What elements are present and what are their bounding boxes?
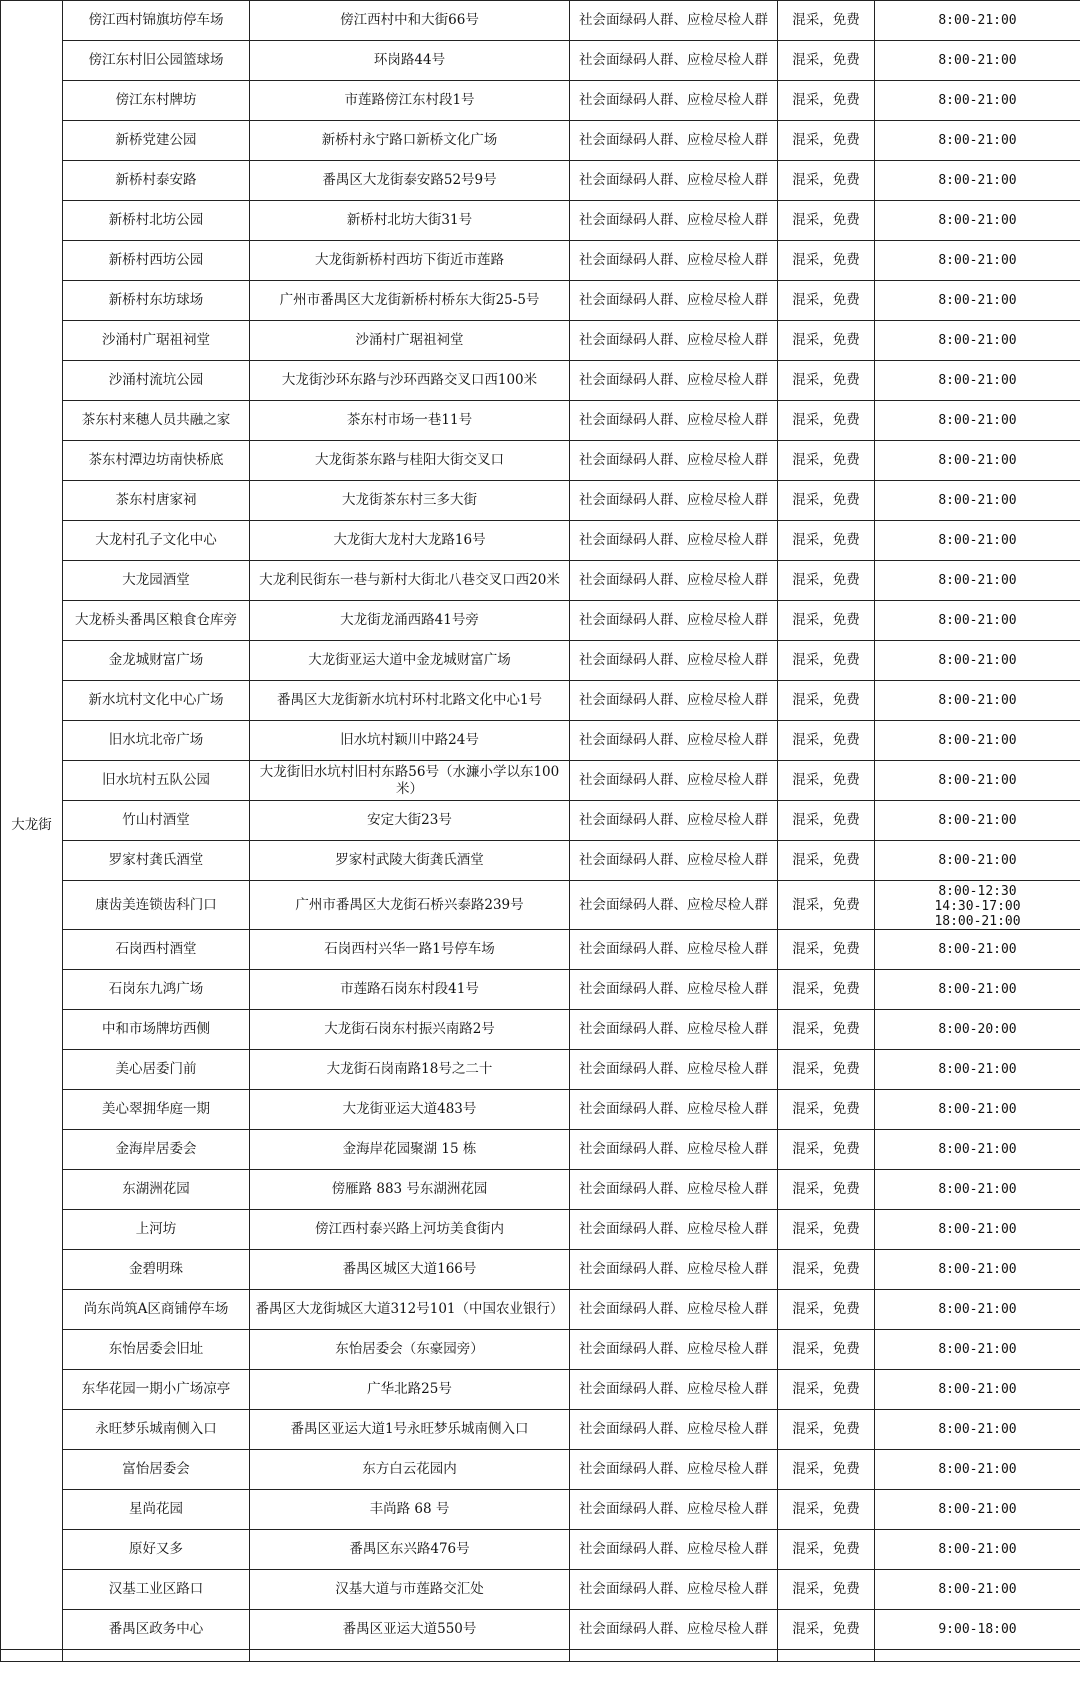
service-hours-cell <box>875 1370 1080 1410</box>
site-name-cell: 新桥党建公园 <box>63 121 250 161</box>
service-hours-cell <box>875 841 1080 881</box>
site-address-cell: 番禺区亚运大道550号 <box>250 1610 570 1650</box>
table-row <box>1 970 1080 1010</box>
service-hours-line: 8:00-21:00 <box>938 13 1017 28</box>
service-hours-line: 18:00-21:00 <box>934 914 1021 929</box>
table-row <box>1 1370 1080 1410</box>
service-hours-cell <box>875 521 1080 561</box>
service-hours-cell <box>875 241 1080 281</box>
target-group-cell: 社会面绿码人群、应检尽检人群 <box>570 801 778 841</box>
table-row <box>1 1290 1080 1330</box>
sampling-method-cell: 混采，免费 <box>778 1410 875 1450</box>
service-hours-cell <box>875 970 1080 1010</box>
service-hours-line: 8:00-21:00 <box>938 573 1017 588</box>
site-name-cell: 东湖洲花园 <box>63 1170 250 1210</box>
service-hours-cell <box>875 930 1080 970</box>
target-group-cell: 社会面绿码人群、应检尽检人群 <box>570 1530 778 1570</box>
service-hours-line: 8:00-21:00 <box>938 1342 1017 1357</box>
service-hours-line: 8:00-21:00 <box>938 1422 1017 1437</box>
site-address-cell: 番禺区大龙街城区大道312号101（中国农业银行） <box>250 1290 570 1330</box>
sampling-method-cell: 混采，免费 <box>778 441 875 481</box>
site-name-cell: 茶东村唐家祠 <box>63 481 250 521</box>
site-name-cell: 傍江东村旧公园篮球场 <box>63 41 250 81</box>
service-hours-cell <box>875 281 1080 321</box>
site-name-cell: 金龙城财富广场 <box>63 641 250 681</box>
table-row <box>1 161 1080 201</box>
site-name-cell: 沙涌村广琚祖祠堂 <box>63 321 250 361</box>
site-address-cell: 市莲路傍江东村段1号 <box>250 81 570 121</box>
site-address-cell: 大龙街茶东村三多大街 <box>250 481 570 521</box>
site-name-cell: 星尚花园 <box>63 1490 250 1530</box>
site-name-cell: 金碧明珠 <box>63 1250 250 1290</box>
sampling-method-cell: 混采，免费 <box>778 641 875 681</box>
target-group-cell: 社会面绿码人群、应检尽检人群 <box>570 1330 778 1370</box>
service-hours-cell <box>875 601 1080 641</box>
service-hours-line: 8:00-21:00 <box>938 773 1017 788</box>
sampling-method-cell: 混采，免费 <box>778 201 875 241</box>
target-group-cell: 社会面绿码人群、应检尽检人群 <box>570 321 778 361</box>
site-address-cell: 环岗路44号 <box>250 41 570 81</box>
service-hours-line: 8:00-21:00 <box>938 1062 1017 1077</box>
service-hours-cell <box>875 1570 1080 1610</box>
target-group-cell: 社会面绿码人群、应检尽检人群 <box>570 601 778 641</box>
sampling-method-cell: 混采，免费 <box>778 930 875 970</box>
site-name-cell: 傍江西村锦旗坊停车场 <box>63 1 250 41</box>
site-address-cell: 广华北路25号 <box>250 1370 570 1410</box>
site-address-cell: 番禺区大龙街泰安路52号9号 <box>250 161 570 201</box>
sampling-method-cell: 混采，免费 <box>778 761 875 801</box>
sampling-method-cell: 混采，免费 <box>778 521 875 561</box>
sampling-method-cell: 混采，免费 <box>778 161 875 201</box>
site-address-cell: 旧水坑村颖川中路24号 <box>250 721 570 761</box>
service-hours-cell <box>875 1410 1080 1450</box>
service-hours-line: 8:00-21:00 <box>938 1302 1017 1317</box>
table-row <box>1 321 1080 361</box>
site-name-cell: 石岗东九鸿广场 <box>63 970 250 1010</box>
site-name-cell: 新桥村泰安路 <box>63 161 250 201</box>
table-row <box>1 121 1080 161</box>
table-row <box>1 1130 1080 1170</box>
site-name-cell: 东华花园一期小广场凉亭 <box>63 1370 250 1410</box>
table-row <box>1 1570 1080 1610</box>
table-row <box>1 1410 1080 1450</box>
sampling-method-cell: 混采，免费 <box>778 481 875 521</box>
table-row <box>1 441 1080 481</box>
site-address-cell: 傍雁路 883 号东湖洲花园 <box>250 1170 570 1210</box>
target-group-cell: 社会面绿码人群、应检尽检人群 <box>570 721 778 761</box>
table-row <box>1 1530 1080 1570</box>
site-address-cell: 东方白云花园内 <box>250 1450 570 1490</box>
service-hours-cell <box>875 761 1080 801</box>
site-name-cell: 竹山村酒堂 <box>63 801 250 841</box>
site-address-cell: 茶东村市场一巷11号 <box>250 401 570 441</box>
service-hours-cell <box>875 1170 1080 1210</box>
target-group-cell: 社会面绿码人群、应检尽检人群 <box>570 561 778 601</box>
target-group-cell: 社会面绿码人群、应检尽检人群 <box>570 201 778 241</box>
site-name-cell: 沙涌村流坑公园 <box>63 361 250 401</box>
service-hours-line: 8:00-21:00 <box>938 453 1017 468</box>
target-group-cell: 社会面绿码人群、应检尽检人群 <box>570 1370 778 1410</box>
table-row-cutoff <box>1 1650 1080 1662</box>
service-hours-line: 8:00-12:30 <box>938 884 1017 899</box>
target-group-cell: 社会面绿码人群、应检尽检人群 <box>570 81 778 121</box>
empty-cell <box>875 1650 1080 1662</box>
service-hours-line: 8:00-21:00 <box>938 982 1017 997</box>
table-row <box>1 641 1080 681</box>
target-group-cell: 社会面绿码人群、应检尽检人群 <box>570 970 778 1010</box>
site-address-cell: 大龙街亚运大道中金龙城财富广场 <box>250 641 570 681</box>
site-address-cell: 大龙街沙环东路与沙环西路交叉口西100米 <box>250 361 570 401</box>
service-hours-line: 8:00-21:00 <box>938 1382 1017 1397</box>
target-group-cell: 社会面绿码人群、应检尽检人群 <box>570 1 778 41</box>
site-name-cell: 东怡居委会旧址 <box>63 1330 250 1370</box>
service-hours-line: 8:00-21:00 <box>938 693 1017 708</box>
site-address-cell: 番禺区东兴路476号 <box>250 1530 570 1570</box>
target-group-cell: 社会面绿码人群、应检尽检人群 <box>570 361 778 401</box>
service-hours-cell <box>875 721 1080 761</box>
target-group-cell: 社会面绿码人群、应检尽检人群 <box>570 1610 778 1650</box>
target-group-cell: 社会面绿码人群、应检尽检人群 <box>570 1010 778 1050</box>
service-hours-line: 8:00-21:00 <box>938 133 1017 148</box>
table-row <box>1 681 1080 721</box>
site-address-cell: 沙涌村广琚祖祠堂 <box>250 321 570 361</box>
table-row <box>1 721 1080 761</box>
sampling-method-cell: 混采，免费 <box>778 1570 875 1610</box>
sampling-method-cell: 混采，免费 <box>778 1170 875 1210</box>
service-hours-line: 8:00-21:00 <box>938 1462 1017 1477</box>
service-hours-line: 8:00-21:00 <box>938 293 1017 308</box>
service-hours-cell <box>875 1530 1080 1570</box>
site-name-cell: 茶东村潭边坊南快桥底 <box>63 441 250 481</box>
district-cell: 大龙街 <box>1 1 63 1650</box>
site-address-cell: 市莲路石岗东村段41号 <box>250 970 570 1010</box>
site-name-cell: 富怡居委会 <box>63 1450 250 1490</box>
service-hours-line: 8:00-20:00 <box>938 1022 1017 1037</box>
service-hours-cell <box>875 561 1080 601</box>
table-row <box>1 1330 1080 1370</box>
empty-cell <box>63 1650 250 1662</box>
service-hours-line: 8:00-21:00 <box>938 173 1017 188</box>
site-name-cell: 金海岸居委会 <box>63 1130 250 1170</box>
site-name-cell: 新桥村东坊球场 <box>63 281 250 321</box>
table-row <box>1 1210 1080 1250</box>
service-hours-cell <box>875 161 1080 201</box>
site-address-cell: 傍江西村中和大街66号 <box>250 1 570 41</box>
sampling-method-cell: 混采，免费 <box>778 1 875 41</box>
site-address-cell: 大龙街石岗东村振兴南路2号 <box>250 1010 570 1050</box>
service-hours-cell <box>875 641 1080 681</box>
service-hours-line: 14:30-17:00 <box>934 899 1021 914</box>
table-row <box>1 761 1080 801</box>
service-hours-cell <box>875 1130 1080 1170</box>
target-group-cell: 社会面绿码人群、应检尽检人群 <box>570 881 778 930</box>
target-group-cell: 社会面绿码人群、应检尽检人群 <box>570 241 778 281</box>
target-group-cell: 社会面绿码人群、应检尽检人群 <box>570 121 778 161</box>
table-row <box>1 241 1080 281</box>
sampling-method-cell: 混采，免费 <box>778 1530 875 1570</box>
site-name-cell: 尚东尚筑A区商铺停车场 <box>63 1290 250 1330</box>
empty-cell <box>250 1650 570 1662</box>
service-hours-cell <box>875 201 1080 241</box>
service-hours-cell <box>875 1330 1080 1370</box>
table-row <box>1 1 1080 41</box>
service-hours-cell <box>875 1490 1080 1530</box>
sampling-method-cell: 混采，免费 <box>778 281 875 321</box>
sampling-method-cell: 混采，免费 <box>778 401 875 441</box>
service-hours-cell <box>875 1210 1080 1250</box>
site-address-cell: 大龙街大龙村大龙路16号 <box>250 521 570 561</box>
table-row <box>1 401 1080 441</box>
table-row <box>1 930 1080 970</box>
empty-cell <box>570 1650 778 1662</box>
site-address-cell: 安定大街23号 <box>250 801 570 841</box>
table-row <box>1 1050 1080 1090</box>
sampling-method-cell: 混采，免费 <box>778 361 875 401</box>
service-hours-cell <box>875 1010 1080 1050</box>
site-address-cell: 大龙街亚运大道483号 <box>250 1090 570 1130</box>
service-hours-line: 8:00-21:00 <box>938 942 1017 957</box>
table-row <box>1 201 1080 241</box>
target-group-cell: 社会面绿码人群、应检尽检人群 <box>570 401 778 441</box>
table-row <box>1 521 1080 561</box>
service-hours-line: 8:00-21:00 <box>938 213 1017 228</box>
site-name-cell: 傍江东村牌坊 <box>63 81 250 121</box>
site-address-cell: 大龙街龙涌西路41号旁 <box>250 601 570 641</box>
service-hours-cell <box>875 81 1080 121</box>
sampling-method-cell: 混采，免费 <box>778 1330 875 1370</box>
table-row <box>1 1490 1080 1530</box>
table-row <box>1 281 1080 321</box>
service-hours-line: 8:00-21:00 <box>938 413 1017 428</box>
site-name-cell: 上河坊 <box>63 1210 250 1250</box>
sampling-method-cell: 混采，免费 <box>778 841 875 881</box>
site-name-cell: 番禺区政务中心 <box>63 1610 250 1650</box>
service-hours-cell <box>875 481 1080 521</box>
service-hours-cell <box>875 1090 1080 1130</box>
sampling-method-cell: 混采，免费 <box>778 41 875 81</box>
target-group-cell: 社会面绿码人群、应检尽检人群 <box>570 1490 778 1530</box>
table-row <box>1 801 1080 841</box>
sampling-method-cell: 混采，免费 <box>778 1250 875 1290</box>
service-hours-line: 8:00-21:00 <box>938 813 1017 828</box>
table-row <box>1 1170 1080 1210</box>
service-hours-line: 8:00-21:00 <box>938 93 1017 108</box>
table-row <box>1 881 1080 930</box>
target-group-cell: 社会面绿码人群、应检尽检人群 <box>570 681 778 721</box>
target-group-cell: 社会面绿码人群、应检尽检人群 <box>570 841 778 881</box>
target-group-cell: 社会面绿码人群、应检尽检人群 <box>570 41 778 81</box>
site-address-cell: 新桥村北坊大街31号 <box>250 201 570 241</box>
service-hours-line: 8:00-21:00 <box>938 733 1017 748</box>
sampling-method-cell: 混采，免费 <box>778 681 875 721</box>
table-row <box>1 601 1080 641</box>
service-hours-line: 8:00-21:00 <box>938 373 1017 388</box>
target-group-cell: 社会面绿码人群、应检尽检人群 <box>570 521 778 561</box>
site-address-cell: 番禺区亚运大道1号永旺梦乐城南侧入口 <box>250 1410 570 1450</box>
service-hours-line: 8:00-21:00 <box>938 1222 1017 1237</box>
sampling-method-cell: 混采，免费 <box>778 1610 875 1650</box>
service-hours-cell <box>875 41 1080 81</box>
sampling-method-cell: 混采，免费 <box>778 721 875 761</box>
service-hours-cell <box>875 401 1080 441</box>
target-group-cell: 社会面绿码人群、应检尽检人群 <box>570 1050 778 1090</box>
sampling-method-cell: 混采，免费 <box>778 1370 875 1410</box>
service-hours-cell <box>875 1610 1080 1650</box>
sampling-method-cell: 混采，免费 <box>778 1130 875 1170</box>
service-hours-line: 8:00-21:00 <box>938 1262 1017 1277</box>
service-hours-cell <box>875 801 1080 841</box>
service-hours-cell <box>875 1 1080 41</box>
target-group-cell: 社会面绿码人群、应检尽检人群 <box>570 930 778 970</box>
target-group-cell: 社会面绿码人群、应检尽检人群 <box>570 441 778 481</box>
site-address-cell: 大龙街新桥村西坊下街近市莲路 <box>250 241 570 281</box>
site-address-cell: 大龙街茶东路与桂阳大街交叉口 <box>250 441 570 481</box>
service-hours-line: 8:00-21:00 <box>938 333 1017 348</box>
target-group-cell: 社会面绿码人群、应检尽检人群 <box>570 1170 778 1210</box>
sampling-method-cell: 混采，免费 <box>778 601 875 641</box>
sampling-method-cell: 混采，免费 <box>778 1090 875 1130</box>
target-group-cell: 社会面绿码人群、应检尽检人群 <box>570 1410 778 1450</box>
site-address-cell: 石岗西村兴华一路1号停车场 <box>250 930 570 970</box>
site-name-cell: 康齿美连锁齿科门口 <box>63 881 250 930</box>
site-address-cell: 番禺区大龙街新水坑村环村北路文化中心1号 <box>250 681 570 721</box>
site-address-cell: 丰尚路 68 号 <box>250 1490 570 1530</box>
service-hours-line: 8:00-21:00 <box>938 613 1017 628</box>
site-name-cell: 中和市场牌坊西侧 <box>63 1010 250 1050</box>
site-name-cell: 大龙园酒堂 <box>63 561 250 601</box>
service-hours-line: 8:00-21:00 <box>938 1102 1017 1117</box>
site-name-cell: 新桥村北坊公园 <box>63 201 250 241</box>
sampling-method-cell: 混采，免费 <box>778 1450 875 1490</box>
service-hours-cell <box>875 1290 1080 1330</box>
service-hours-cell <box>875 441 1080 481</box>
site-address-cell: 大龙街旧水坑村旧村东路56号（水濂小学以东100米） <box>250 761 570 801</box>
table-row <box>1 1610 1080 1650</box>
service-hours-line: 9:00-18:00 <box>938 1622 1017 1637</box>
service-hours-line: 8:00-21:00 <box>938 1182 1017 1197</box>
target-group-cell: 社会面绿码人群、应检尽检人群 <box>570 1290 778 1330</box>
site-address-cell: 傍江西村泰兴路上河坊美食街内 <box>250 1210 570 1250</box>
service-hours-cell <box>875 1050 1080 1090</box>
sampling-method-cell: 混采，免费 <box>778 1010 875 1050</box>
service-hours-cell <box>875 321 1080 361</box>
service-hours-line: 8:00-21:00 <box>938 1142 1017 1157</box>
sampling-method-cell: 混采，免费 <box>778 1210 875 1250</box>
sampling-method-cell: 混采，免费 <box>778 881 875 930</box>
sampling-method-cell: 混采，免费 <box>778 970 875 1010</box>
target-group-cell: 社会面绿码人群、应检尽检人群 <box>570 1130 778 1170</box>
target-group-cell: 社会面绿码人群、应检尽检人群 <box>570 1250 778 1290</box>
target-group-cell: 社会面绿码人群、应检尽检人群 <box>570 761 778 801</box>
site-address-cell: 广州市番禺区大龙街新桥村桥东大街25-5号 <box>250 281 570 321</box>
sampling-method-cell: 混采，免费 <box>778 81 875 121</box>
site-address-cell: 新桥村永宁路口新桥文化广场 <box>250 121 570 161</box>
site-name-cell: 新桥村西坊公园 <box>63 241 250 281</box>
empty-cell <box>1 1650 63 1662</box>
site-name-cell: 罗家村龚氏酒堂 <box>63 841 250 881</box>
sampling-method-cell: 混采，免费 <box>778 1290 875 1330</box>
site-address-cell: 罗家村武陵大街龚氏酒堂 <box>250 841 570 881</box>
service-hours-line: 8:00-21:00 <box>938 493 1017 508</box>
site-name-cell: 大龙村孔子文化中心 <box>63 521 250 561</box>
site-address-cell: 东怡居委会（东豪园旁） <box>250 1330 570 1370</box>
site-address-cell: 大龙街石岗南路18号之二十 <box>250 1050 570 1090</box>
service-hours-line: 8:00-21:00 <box>938 853 1017 868</box>
target-group-cell: 社会面绿码人群、应检尽检人群 <box>570 161 778 201</box>
service-hours-cell <box>875 1450 1080 1490</box>
site-name-cell: 石岗西村酒堂 <box>63 930 250 970</box>
target-group-cell: 社会面绿码人群、应检尽检人群 <box>570 1570 778 1610</box>
table-row <box>1 1090 1080 1130</box>
empty-cell <box>778 1650 875 1662</box>
site-name-cell: 茶东村来穗人员共融之家 <box>63 401 250 441</box>
service-hours-line: 8:00-21:00 <box>938 1582 1017 1597</box>
service-hours-cell <box>875 1250 1080 1290</box>
target-group-cell: 社会面绿码人群、应检尽检人群 <box>570 1090 778 1130</box>
table-row <box>1 841 1080 881</box>
site-name-cell: 永旺梦乐城南侧入口 <box>63 1410 250 1450</box>
table-body <box>1 1 1080 1662</box>
site-name-cell: 旧水坑北帝广场 <box>63 721 250 761</box>
service-hours-line: 8:00-21:00 <box>938 653 1017 668</box>
table-row <box>1 481 1080 521</box>
table-row <box>1 361 1080 401</box>
service-hours-line: 8:00-21:00 <box>938 533 1017 548</box>
service-hours-line: 8:00-21:00 <box>938 1542 1017 1557</box>
site-address-cell: 汉基大道与市莲路交汇处 <box>250 1570 570 1610</box>
site-name-cell: 美心居委门前 <box>63 1050 250 1090</box>
service-hours-cell <box>875 881 1080 930</box>
table-row <box>1 1250 1080 1290</box>
sampling-method-cell: 混采，免费 <box>778 321 875 361</box>
site-address-cell: 金海岸花园聚湖 15 栋 <box>250 1130 570 1170</box>
target-group-cell: 社会面绿码人群、应检尽检人群 <box>570 641 778 681</box>
site-name-cell: 新水坑村文化中心广场 <box>63 681 250 721</box>
sampling-method-cell: 混采，免费 <box>778 1050 875 1090</box>
service-hours-cell <box>875 361 1080 401</box>
sampling-method-cell: 混采，免费 <box>778 241 875 281</box>
table-row <box>1 81 1080 121</box>
service-hours-line: 8:00-21:00 <box>938 53 1017 68</box>
sampling-method-cell: 混采，免费 <box>778 561 875 601</box>
site-address-cell: 广州市番禺区大龙街石桥兴泰路239号 <box>250 881 570 930</box>
sampling-method-cell: 混采，免费 <box>778 801 875 841</box>
target-group-cell: 社会面绿码人群、应检尽检人群 <box>570 281 778 321</box>
sampling-method-cell: 混采，免费 <box>778 1490 875 1530</box>
target-group-cell: 社会面绿码人群、应检尽检人群 <box>570 1450 778 1490</box>
service-hours-line: 8:00-21:00 <box>938 1502 1017 1517</box>
site-name-cell: 汉基工业区路口 <box>63 1570 250 1610</box>
site-name-cell: 原好又多 <box>63 1530 250 1570</box>
table-row <box>1 1010 1080 1050</box>
service-hours-line: 8:00-21:00 <box>938 253 1017 268</box>
table-row <box>1 41 1080 81</box>
site-name-cell: 旧水坑村五队公园 <box>63 761 250 801</box>
service-hours-cell <box>875 681 1080 721</box>
site-name-cell: 大龙桥头番禺区粮食仓库旁 <box>63 601 250 641</box>
table-row <box>1 561 1080 601</box>
table-row <box>1 1450 1080 1490</box>
target-group-cell: 社会面绿码人群、应检尽检人群 <box>570 481 778 521</box>
site-address-cell: 番禺区城区大道166号 <box>250 1250 570 1290</box>
service-hours-cell <box>875 121 1080 161</box>
site-address-cell: 大龙利民街东一巷与新村大街北八巷交叉口西20米 <box>250 561 570 601</box>
target-group-cell: 社会面绿码人群、应检尽检人群 <box>570 1210 778 1250</box>
site-name-cell: 美心翠拥华庭一期 <box>63 1090 250 1130</box>
sampling-method-cell: 混采，免费 <box>778 121 875 161</box>
